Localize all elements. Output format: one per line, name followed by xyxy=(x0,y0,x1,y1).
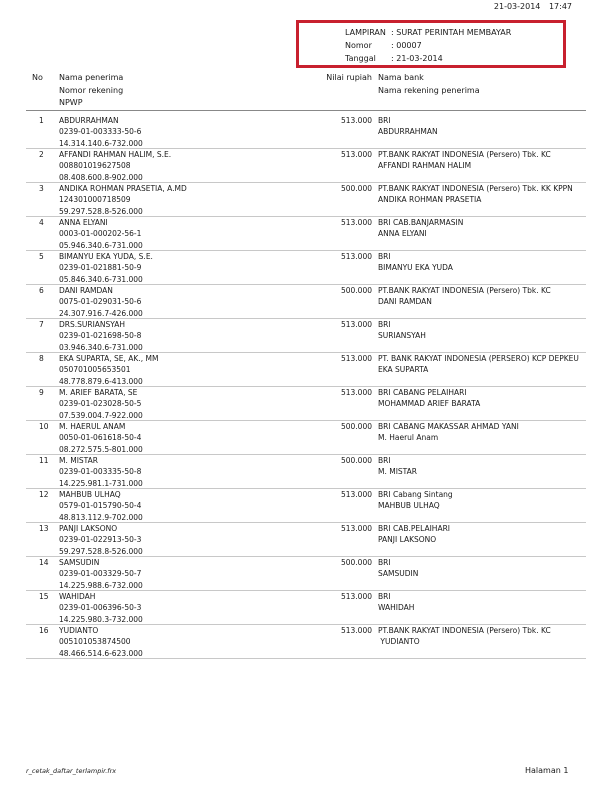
amount-rupiah: 513.000 xyxy=(340,320,372,329)
bank-name: BRI CABANG MAKASSAR AHMAD YANI xyxy=(378,422,519,431)
recipient-info xyxy=(59,353,158,387)
bank-name: BRI Cabang Sintang xyxy=(378,490,453,499)
row-divider xyxy=(26,658,586,659)
account-holder: SURIANSYAH xyxy=(378,331,426,341)
npwp-number: 14.225.980.3-732.000 xyxy=(59,614,143,624)
recipient-name: BIMANYU EKA YUDA, S.E. xyxy=(59,252,153,261)
table-row xyxy=(0,217,612,251)
recipient-info xyxy=(59,387,143,421)
table-row xyxy=(0,591,612,625)
amount-rupiah: 500.000 xyxy=(340,558,372,567)
table-row xyxy=(0,115,612,149)
footer-filename: r_cetak_daftar_terlampir.frx xyxy=(26,767,117,775)
account-number: 0239-01-003329-50-7 xyxy=(59,569,142,579)
lampiran-key: Nomor xyxy=(345,41,372,50)
lampiran-value: : 21-03-2014 xyxy=(391,54,443,63)
bank-info xyxy=(378,523,598,546)
account-number: 050701005653501 xyxy=(59,365,131,375)
bank-name: BRI xyxy=(378,320,391,329)
recipient-name: PANJI LAKSONO xyxy=(59,524,118,533)
bank-name: PT.BANK RAKYAT INDONESIA (Persero) Tbk. KC xyxy=(378,286,551,295)
account-number: 0239-01-022913-50-3 xyxy=(59,535,142,545)
npwp-number: 14.225.981.1-731.000 xyxy=(59,478,143,488)
account-number: 124301000718509 xyxy=(59,195,131,205)
recipient-info xyxy=(59,183,187,217)
bank-info xyxy=(378,421,598,444)
bank-info xyxy=(378,251,598,274)
table-row xyxy=(0,489,612,523)
recipient-name: SAMSUDIN xyxy=(59,558,100,567)
bank-name: BRI xyxy=(378,456,391,465)
table-row xyxy=(0,557,612,591)
row-number: 8 xyxy=(39,354,44,363)
bank-name: BRI xyxy=(378,558,391,567)
account-holder: BIMANYU EKA YUDA xyxy=(378,263,453,273)
account-holder: YUDIANTO xyxy=(378,637,420,647)
column-header-account-line: Nomor rekening xyxy=(59,85,124,95)
account-number: 0239-01-006396-50-3 xyxy=(59,603,142,613)
account-holder: ANDIKA ROHMAN PRASETIA xyxy=(378,195,482,205)
print-datetime xyxy=(488,2,572,11)
npwp-number: 48.778.879.6-413.000 xyxy=(59,376,143,386)
amount-rupiah: 513.000 xyxy=(340,354,372,363)
bank-info xyxy=(378,489,598,512)
bank-name: PT.BANK RAKYAT INDONESIA (Persero) Tbk. KC xyxy=(378,626,551,635)
amount-rupiah: 513.000 xyxy=(340,116,372,125)
recipient-name: DRS.SURIANSYAH xyxy=(59,320,126,329)
row-number: 2 xyxy=(39,150,44,159)
recipient-info xyxy=(59,591,143,625)
account-holder: DANI RAMDAN xyxy=(378,297,432,307)
bank-name: BRI CABANG PELAIHARI xyxy=(378,388,467,397)
account-holder: EKA SUPARTA xyxy=(378,365,429,375)
bank-name: PT. BANK RAKYAT INDONESIA (PERSERO) KCP DEPKEU xyxy=(378,354,579,363)
recipient-name: DANI RAMDAN xyxy=(59,286,113,295)
account-holder: ANNA ELYANI xyxy=(378,229,427,239)
lampiran-row xyxy=(345,54,443,63)
bank-info xyxy=(378,149,598,172)
row-number: 11 xyxy=(39,456,49,465)
recipient-name: M. MISTAR xyxy=(59,456,99,465)
column-header-name-line: Nama penerima xyxy=(59,73,124,82)
column-header-name xyxy=(59,72,123,110)
recipient-name: YUDIANTO xyxy=(59,626,99,635)
account-number: 0239-01-003333-50-6 xyxy=(59,127,142,137)
footer-page-number: Halaman 1 xyxy=(525,766,569,775)
amount-rupiah: 500.000 xyxy=(340,456,372,465)
npwp-number: 05.946.340.6-731.000 xyxy=(59,240,143,250)
npwp-number: 05.846.340.6-731.000 xyxy=(59,274,143,284)
amount-rupiah: 513.000 xyxy=(340,150,372,159)
amount-rupiah: 513.000 xyxy=(340,490,372,499)
row-number: 16 xyxy=(39,626,49,635)
row-number: 1 xyxy=(39,116,44,125)
bank-name: BRI xyxy=(378,116,391,125)
bank-info xyxy=(378,183,598,206)
account-number: 0075-01-029031-50-6 xyxy=(59,297,142,307)
column-header-npwp-line: NPWP xyxy=(59,98,83,107)
table-row xyxy=(0,183,612,217)
account-number: 005101053874500 xyxy=(59,637,131,647)
account-number: 0579-01-015790-50-4 xyxy=(59,501,142,511)
row-number: 6 xyxy=(39,286,44,295)
account-holder: MAHBUB ULHAQ xyxy=(378,501,440,511)
row-number: 10 xyxy=(39,422,49,431)
bank-info xyxy=(378,591,598,614)
row-number: 9 xyxy=(39,388,44,397)
npwp-number: 59.297.528.8-526.000 xyxy=(59,546,143,556)
amount-rupiah: 513.000 xyxy=(340,218,372,227)
recipient-info xyxy=(59,523,143,557)
bank-info xyxy=(378,455,598,478)
recipient-info xyxy=(59,489,143,523)
table-row xyxy=(0,455,612,489)
recipient-name: MAHBUB ULHAQ xyxy=(59,490,121,499)
amount-rupiah: 500.000 xyxy=(340,286,372,295)
npwp-number: 07.539.004.7-922.000 xyxy=(59,410,143,420)
bank-name: BRI CAB.PELAIHARI xyxy=(378,524,450,533)
recipient-name: ANNA ELYANI xyxy=(59,218,108,227)
recipient-name: M. HAERUL ANAM xyxy=(59,422,126,431)
row-number: 15 xyxy=(39,592,49,601)
account-holder: M. Haerul Anam xyxy=(378,433,439,443)
row-number: 5 xyxy=(39,252,44,261)
bank-info xyxy=(378,319,598,342)
column-header-no: No xyxy=(32,73,43,82)
amount-rupiah: 513.000 xyxy=(340,252,372,261)
npwp-number: 48.466.514.6-623.000 xyxy=(59,648,143,658)
amount-rupiah: 513.000 xyxy=(340,592,372,601)
account-number: 0239-01-003335-50-8 xyxy=(59,467,142,477)
bank-name: PT.BANK RAKYAT INDONESIA (Persero) Tbk. KC xyxy=(378,150,551,159)
npwp-number: 14.314.140.6-732.000 xyxy=(59,138,143,148)
npwp-number: 08.408.600.8-902.000 xyxy=(59,172,143,182)
recipient-info xyxy=(59,149,171,183)
bank-info xyxy=(378,625,598,648)
table-row xyxy=(0,387,612,421)
recipient-name: M. ARIEF BARATA, SE xyxy=(59,388,138,397)
npwp-number: 03.946.340.6-731.000 xyxy=(59,342,143,352)
table-row xyxy=(0,251,612,285)
row-number: 3 xyxy=(39,184,44,193)
print-time: 17:47 xyxy=(548,2,572,11)
recipient-name: WAHIDAH xyxy=(59,592,96,601)
bank-info xyxy=(378,387,598,410)
amount-rupiah: 513.000 xyxy=(340,524,372,533)
table-row xyxy=(0,353,612,387)
account-holder: SAMSUDIN xyxy=(378,569,419,579)
npwp-number: 08.272.575.5-801.000 xyxy=(59,444,143,454)
bank-info xyxy=(378,217,598,240)
row-number: 12 xyxy=(39,490,49,499)
column-header-holder-line: Nama rekening penerima xyxy=(378,85,480,95)
bank-name: BRI CAB.BANJARMASIN xyxy=(378,218,464,227)
bank-info xyxy=(378,115,598,138)
print-date: 21-03-2014 xyxy=(493,2,541,11)
lampiran-row xyxy=(345,28,511,37)
amount-rupiah: 500.000 xyxy=(340,422,372,431)
npwp-number: 24.307.916.7-426.000 xyxy=(59,308,143,318)
column-header-bank xyxy=(378,72,480,97)
lampiran-key: Tanggal xyxy=(345,54,376,63)
table-row xyxy=(0,421,612,455)
account-number: 0239-01-021698-50-8 xyxy=(59,331,142,341)
lampiran-value: : SURAT PERINTAH MEMBAYAR xyxy=(391,28,512,37)
npwp-number: 48.813.112.9-702.000 xyxy=(59,512,143,522)
lampiran-box xyxy=(296,20,566,68)
account-holder: M. MISTAR xyxy=(378,467,418,477)
row-number: 14 xyxy=(39,558,49,567)
bank-info xyxy=(378,285,598,308)
table-row xyxy=(0,285,612,319)
column-header-value: Nilai rupiah xyxy=(326,73,372,82)
table-row xyxy=(0,523,612,557)
recipient-name: AFFANDI RAHMAN HALIM, S.E. xyxy=(59,150,172,159)
row-number: 4 xyxy=(39,218,44,227)
account-holder: AFFANDI RAHMAN HALIM xyxy=(378,161,472,171)
recipient-info xyxy=(59,319,143,353)
account-number: 0050-01-061618-50-4 xyxy=(59,433,142,443)
lampiran-key: LAMPIRAN xyxy=(345,28,386,37)
recipient-name: ANDIKA ROHMAN PRASETIA, A.MD xyxy=(59,184,187,193)
column-header-bank-line: Nama bank xyxy=(378,73,424,82)
row-number: 7 xyxy=(39,320,44,329)
npwp-number: 14.225.988.6-732.000 xyxy=(59,580,143,590)
recipient-info xyxy=(59,455,143,489)
recipient-info xyxy=(59,115,143,149)
row-number: 13 xyxy=(39,524,49,533)
recipient-info xyxy=(59,625,143,659)
recipient-name: EKA SUPARTA, SE, AK., MM xyxy=(59,354,159,363)
amount-rupiah: 500.000 xyxy=(340,184,372,193)
bank-info xyxy=(378,353,598,376)
recipient-info xyxy=(59,285,143,319)
table-row xyxy=(0,149,612,183)
header-divider xyxy=(26,110,586,111)
account-number: 008801019627508 xyxy=(59,161,131,171)
table-row xyxy=(0,625,612,659)
amount-rupiah: 513.000 xyxy=(340,388,372,397)
account-number: 0239-01-021881-50-9 xyxy=(59,263,142,273)
lampiran-row xyxy=(345,41,422,50)
recipient-info xyxy=(59,557,143,591)
bank-name: BRI xyxy=(378,252,391,261)
npwp-number: 59.297.528.8-526.000 xyxy=(59,206,143,216)
bank-info xyxy=(378,557,598,580)
recipient-info xyxy=(59,421,143,455)
bank-name: BRI xyxy=(378,592,391,601)
table-row xyxy=(0,319,612,353)
amount-rupiah: 513.000 xyxy=(340,626,372,635)
recipient-info xyxy=(59,251,153,285)
account-number: 0003-01-000202-56-1 xyxy=(59,229,142,239)
lampiran-value: : 00007 xyxy=(391,41,422,50)
account-number: 0239-01-023028-50-5 xyxy=(59,399,142,409)
recipient-name: ABDURRAHMAN xyxy=(59,116,119,125)
account-holder: PANJI LAKSONO xyxy=(378,535,437,545)
bank-name: PT.BANK RAKYAT INDONESIA (Persero) Tbk. KK KPPN xyxy=(378,184,573,193)
account-holder: ABDURRAHMAN xyxy=(378,127,438,137)
account-holder: WAHIDAH xyxy=(378,603,415,613)
account-holder: MOHAMMAD ARIEF BARATA xyxy=(378,399,481,409)
recipient-info xyxy=(59,217,143,251)
